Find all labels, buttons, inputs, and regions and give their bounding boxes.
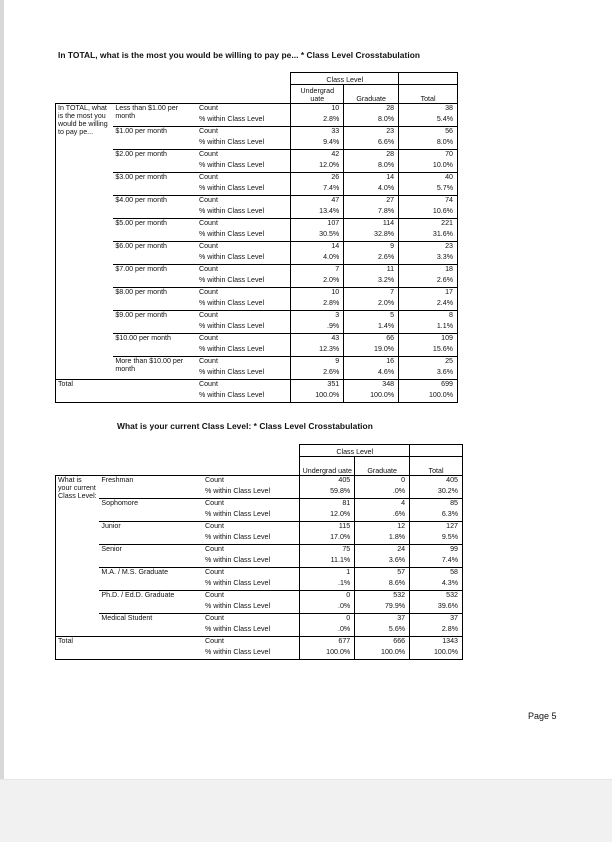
pct-total: 8.0% xyxy=(399,138,458,150)
count-total: 17 xyxy=(399,288,458,300)
statistic-label: % within Class Level xyxy=(205,625,271,633)
pct-total: 10.6% xyxy=(399,207,458,219)
row-category-label: $3.00 per month xyxy=(113,173,197,196)
statistic-label: Count xyxy=(197,311,291,323)
pct-graduate: 3.6% xyxy=(355,556,410,568)
count-graduate: 23 xyxy=(344,127,399,139)
pct-graduate: 2.6% xyxy=(344,253,399,265)
pct-undergrad: 12.0% xyxy=(300,510,355,522)
pct-total: 3.3% xyxy=(399,253,458,265)
pct-graduate: 1.8% xyxy=(355,533,410,545)
count-undergrad: 10 xyxy=(291,288,344,300)
row-category-label: Medical Student xyxy=(99,614,203,637)
table-row xyxy=(56,104,458,116)
statistic-label: % within Class Level xyxy=(205,510,271,518)
pct-total: 39.6% xyxy=(410,602,463,614)
statistic-label: Count xyxy=(203,499,300,511)
pct-graduate: 5.6% xyxy=(355,625,410,637)
row-category-label: Senior xyxy=(99,545,203,568)
table-row xyxy=(56,334,458,346)
statistic-label: % within Class Level xyxy=(198,207,265,215)
pct-graduate: 1.4% xyxy=(344,322,399,334)
table2-crosstab xyxy=(55,444,463,660)
pct-graduate: 7.8% xyxy=(344,207,399,219)
count-undergrad: 3 xyxy=(291,311,344,323)
table1-crosstab xyxy=(55,72,458,403)
pct-total: 10.0% xyxy=(399,161,458,173)
count-graduate: 27 xyxy=(344,196,399,208)
count-graduate: 14 xyxy=(344,173,399,185)
total-label: Total xyxy=(56,380,197,403)
total-label: Total xyxy=(56,637,204,660)
pct-total: 9.5% xyxy=(410,533,463,545)
count-total: 74 xyxy=(399,196,458,208)
count-undergrad: 115 xyxy=(300,522,355,534)
table-row xyxy=(56,568,463,580)
row-category-label: Freshman xyxy=(99,476,203,499)
col-total: Total xyxy=(399,85,458,104)
count-total: 221 xyxy=(399,219,458,231)
count-total: 38 xyxy=(399,104,458,116)
statistic-label: % within Class Level xyxy=(198,230,265,238)
pct-undergrad: 2.8% xyxy=(291,299,344,311)
statistic-label: % within Class Level xyxy=(198,345,265,353)
total-pct-graduate: 100.0% xyxy=(355,648,410,660)
pct-total: 2.8% xyxy=(410,625,463,637)
count-undergrad: 14 xyxy=(291,242,344,254)
total-count-total: 1343 xyxy=(410,637,463,649)
statistic-label: % within Class Level xyxy=(198,115,265,123)
pct-undergrad: 17.0% xyxy=(300,533,355,545)
count-undergrad: 405 xyxy=(300,476,355,488)
count-graduate: 24 xyxy=(355,545,410,557)
statistic-label: % within Class Level xyxy=(198,322,265,330)
pct-undergrad: 2.0% xyxy=(291,276,344,288)
pct-total: 2.6% xyxy=(399,276,458,288)
pct-graduate: 6.6% xyxy=(344,138,399,150)
statistic-label: % within Class Level xyxy=(198,368,265,376)
total-row xyxy=(56,637,463,649)
count-total: 99 xyxy=(410,545,463,557)
pct-undergrad: 4.0% xyxy=(291,253,344,265)
table-row xyxy=(56,545,463,557)
pct-total: 2.4% xyxy=(399,299,458,311)
pct-undergrad: 30.5% xyxy=(291,230,344,242)
count-total: 532 xyxy=(410,591,463,603)
statistic-label: Count xyxy=(203,545,300,557)
pct-total: 3.6% xyxy=(399,368,458,380)
pct-graduate: 4.6% xyxy=(344,368,399,380)
count-graduate: 11 xyxy=(344,265,399,277)
row-category-label: $5.00 per month xyxy=(113,219,197,242)
statistic-label: % within Class Level xyxy=(198,161,265,169)
count-undergrad: 0 xyxy=(300,614,355,626)
count-total: 85 xyxy=(410,499,463,511)
pct-total: 30.2% xyxy=(410,487,463,499)
pct-undergrad: 11.1% xyxy=(300,556,355,568)
pct-graduate: 3.2% xyxy=(344,276,399,288)
row-category-label: $8.00 per month xyxy=(113,288,197,311)
pct-graduate: .6% xyxy=(355,510,410,522)
pct-undergrad: .0% xyxy=(300,625,355,637)
total-count-graduate: 666 xyxy=(355,637,410,649)
statistic-label: Count xyxy=(197,150,291,162)
count-graduate: 5 xyxy=(344,311,399,323)
statistic-label: % within Class Level xyxy=(198,184,265,192)
total-row xyxy=(56,380,458,392)
table2-title: What is your current Class Level: * Class Level Crosstabulation xyxy=(117,421,373,431)
pct-total: 4.3% xyxy=(410,579,463,591)
table-row xyxy=(56,242,458,254)
class-level-header: Class Level xyxy=(300,445,410,457)
pct-graduate: 32.8% xyxy=(344,230,399,242)
table-row xyxy=(56,219,458,231)
count-graduate: 9 xyxy=(344,242,399,254)
pct-undergrad: 13.4% xyxy=(291,207,344,219)
statistic-label: % within Class Level xyxy=(205,579,271,587)
count-undergrad: 43 xyxy=(291,334,344,346)
statistic-label: Count xyxy=(197,334,291,346)
count-total: 405 xyxy=(410,476,463,488)
count-graduate: 28 xyxy=(344,150,399,162)
total-pct-total: 100.0% xyxy=(410,648,463,660)
count-undergrad: 47 xyxy=(291,196,344,208)
total-pct-undergrad: 100.0% xyxy=(291,391,344,403)
pct-undergrad: .9% xyxy=(291,322,344,334)
statistic-label: Count xyxy=(197,127,291,139)
row-category-label: $9.00 per month xyxy=(113,311,197,334)
count-graduate: 16 xyxy=(344,357,399,369)
statistic-label: % within Class Level xyxy=(198,276,265,284)
count-total: 37 xyxy=(410,614,463,626)
count-undergrad: 7 xyxy=(291,265,344,277)
table1-title: In TOTAL, what is the most you would be willing to pay pe... * Class Level Crosstabulation xyxy=(58,50,421,60)
row-category-label: M.A. / M.S. Graduate xyxy=(99,568,203,591)
class-level-header: Class Level xyxy=(291,73,399,85)
statistic-label: % within Class Level xyxy=(205,487,271,495)
row-category-label: $6.00 per month xyxy=(113,242,197,265)
pct-undergrad: 2.8% xyxy=(291,115,344,127)
statistic-label: % within Class Level xyxy=(198,299,265,307)
count-total: 70 xyxy=(399,150,458,162)
table-row xyxy=(56,173,458,185)
table-row xyxy=(56,311,458,323)
count-graduate: 0 xyxy=(355,476,410,488)
statistic-label: Count xyxy=(203,614,300,626)
count-graduate: 66 xyxy=(344,334,399,346)
statistic-label: Count xyxy=(203,591,300,603)
count-graduate: 114 xyxy=(344,219,399,231)
pct-total: 15.6% xyxy=(399,345,458,357)
count-total: 58 xyxy=(410,568,463,580)
total-pct-undergrad: 100.0% xyxy=(300,648,355,660)
pct-graduate: 79.9% xyxy=(355,602,410,614)
row-category-label: $7.00 per month xyxy=(113,265,197,288)
count-total: 109 xyxy=(399,334,458,346)
count-undergrad: 75 xyxy=(300,545,355,557)
statistic-label: % within Class Level xyxy=(205,533,271,541)
pct-graduate: 2.0% xyxy=(344,299,399,311)
statistic-label: Count xyxy=(197,265,291,277)
count-graduate: 4 xyxy=(355,499,410,511)
count-graduate: 12 xyxy=(355,522,410,534)
statistic-label: % within Class Level xyxy=(197,391,291,403)
pct-total: 1.1% xyxy=(399,322,458,334)
statistic-label: % within Class Level xyxy=(205,556,271,564)
count-undergrad: 10 xyxy=(291,104,344,116)
statistic-label: Count xyxy=(203,637,300,649)
table-row xyxy=(56,288,458,300)
count-total: 25 xyxy=(399,357,458,369)
row-variable-label: What is your current Class Level: xyxy=(56,476,100,637)
total-pct-total: 100.0% xyxy=(399,391,458,403)
table-row xyxy=(56,614,463,626)
total-count-undergrad: 677 xyxy=(300,637,355,649)
statistic-label: Count xyxy=(203,568,300,580)
page-edge xyxy=(0,0,4,842)
pct-graduate: 4.0% xyxy=(344,184,399,196)
pct-undergrad: 9.4% xyxy=(291,138,344,150)
count-graduate: 7 xyxy=(344,288,399,300)
statistic-label: % within Class Level xyxy=(203,648,300,660)
col-total: Total xyxy=(410,457,463,476)
row-category-label: $1.00 per month xyxy=(113,127,197,150)
col-graduate: Graduate xyxy=(355,457,410,476)
statistic-label: Count xyxy=(197,173,291,185)
table-row xyxy=(56,127,458,139)
table-row xyxy=(56,522,463,534)
total-pct-graduate: 100.0% xyxy=(344,391,399,403)
count-undergrad: 81 xyxy=(300,499,355,511)
table-row xyxy=(56,265,458,277)
count-total: 127 xyxy=(410,522,463,534)
row-category-label: Sophomore xyxy=(99,499,203,522)
count-undergrad: 26 xyxy=(291,173,344,185)
count-total: 23 xyxy=(399,242,458,254)
pct-undergrad: 7.4% xyxy=(291,184,344,196)
pct-total: 5.7% xyxy=(399,184,458,196)
pct-undergrad: 59.8% xyxy=(300,487,355,499)
pct-undergrad: 2.6% xyxy=(291,368,344,380)
scan-bottom-strip xyxy=(0,779,612,842)
count-undergrad: 0 xyxy=(300,591,355,603)
row-category-label: $4.00 per month xyxy=(113,196,197,219)
pct-total: 6.3% xyxy=(410,510,463,522)
row-category-label: $10.00 per month xyxy=(113,334,197,357)
count-graduate: 57 xyxy=(355,568,410,580)
statistic-label: % within Class Level xyxy=(198,138,265,146)
col-graduate: Graduate xyxy=(344,85,399,104)
row-category-label: More than $10.00 per month xyxy=(113,357,197,380)
count-undergrad: 107 xyxy=(291,219,344,231)
statistic-label: % within Class Level xyxy=(205,602,271,610)
table-row xyxy=(56,499,463,511)
count-undergrad: 42 xyxy=(291,150,344,162)
row-variable-label: In TOTAL, what is the most you would be willing to pay pe... xyxy=(56,104,114,380)
count-undergrad: 33 xyxy=(291,127,344,139)
table-row xyxy=(56,591,463,603)
statistic-label: Count xyxy=(197,357,291,369)
table-row xyxy=(56,476,463,488)
row-category-label: Less than $1.00 per month xyxy=(113,104,197,127)
pct-undergrad: 12.0% xyxy=(291,161,344,173)
count-total: 18 xyxy=(399,265,458,277)
statistic-label: Count xyxy=(197,219,291,231)
pct-undergrad: .0% xyxy=(300,602,355,614)
statistic-label: % within Class Level xyxy=(198,253,265,261)
pct-undergrad: 12.3% xyxy=(291,345,344,357)
table-row xyxy=(56,196,458,208)
table-row xyxy=(56,357,458,369)
statistic-label: Count xyxy=(197,288,291,300)
count-graduate: 37 xyxy=(355,614,410,626)
statistic-label: Count xyxy=(197,196,291,208)
statistic-label: Count xyxy=(203,522,300,534)
count-total: 8 xyxy=(399,311,458,323)
pct-graduate: 19.0% xyxy=(344,345,399,357)
total-count-graduate: 348 xyxy=(344,380,399,392)
page-number: Page 5 xyxy=(528,711,557,721)
pct-total: 7.4% xyxy=(410,556,463,568)
row-category-label: Junior xyxy=(99,522,203,545)
pct-total: 31.6% xyxy=(399,230,458,242)
statistic-label: Count xyxy=(197,380,291,392)
pct-graduate: 8.6% xyxy=(355,579,410,591)
total-count-undergrad: 351 xyxy=(291,380,344,392)
count-total: 40 xyxy=(399,173,458,185)
count-graduate: 28 xyxy=(344,104,399,116)
count-graduate: 532 xyxy=(355,591,410,603)
total-count-total: 699 xyxy=(399,380,458,392)
row-category-label: Ph.D. / Ed.D. Graduate xyxy=(99,591,203,614)
col-undergrad: Undergrad uate xyxy=(291,85,344,104)
count-undergrad: 9 xyxy=(291,357,344,369)
statistic-label: Count xyxy=(197,242,291,254)
pct-graduate: 8.0% xyxy=(344,161,399,173)
col-undergrad: Undergrad uate xyxy=(300,457,355,476)
statistic-label: Count xyxy=(203,476,300,488)
row-category-label: $2.00 per month xyxy=(113,150,197,173)
statistic-label: Count xyxy=(197,104,291,116)
pct-total: 5.4% xyxy=(399,115,458,127)
count-total: 56 xyxy=(399,127,458,139)
pct-undergrad: .1% xyxy=(300,579,355,591)
pct-graduate: .0% xyxy=(355,487,410,499)
count-undergrad: 1 xyxy=(300,568,355,580)
pct-graduate: 8.0% xyxy=(344,115,399,127)
table-row xyxy=(56,150,458,162)
